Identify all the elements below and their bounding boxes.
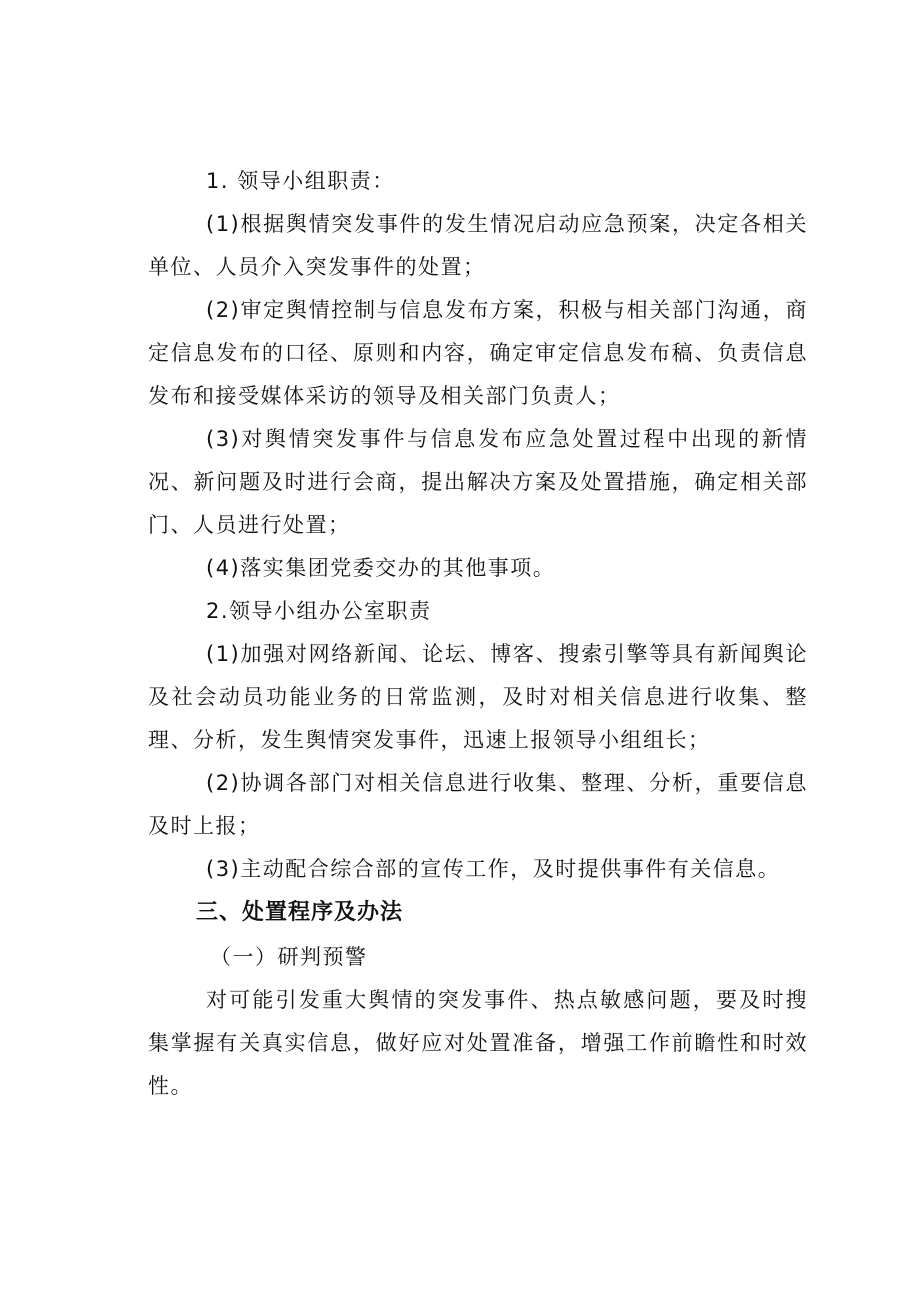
paragraph-duty-3: (3)对舆情突发事件与信息发布应急处置过程中出现的新情况、新问题及时进行会商，提出解决方案及处置措施，确定相关部门、人员进行处置； xyxy=(148,427,808,537)
paragraph-leader-group-duties-title: 1. 领导小组职责： xyxy=(206,169,395,193)
paragraph-office-duty-1: (1)加强对网络新闻、论坛、博客、搜索引擎等具有新闻舆论及社会动员功能业务的日常监测，及时对相关信息进行收集、整理、分析，发生舆情突发事件，迅速上报领导小组组长； xyxy=(148,642,808,752)
subsection-heading: （一）研判预警 xyxy=(210,945,368,969)
paragraph-early-warning: 对可能引发重大舆情的突发事件、热点敏感问题，要及时搜集掌握有关真实信息，做好应对处置准备，增强工作前瞻性和时效性。 xyxy=(148,988,808,1098)
paragraph-office-duties-title: 2.领导小组办公室职责 xyxy=(206,599,432,623)
paragraph-office-duty-2: (2)协调各部门对相关信息进行收集、整理、分析，重要信息及时上报； xyxy=(148,771,808,838)
paragraph-duty-1: (1)根据舆情突发事件的发生情况启动应急预案，决定各相关单位、人员介入突发事件的处置； xyxy=(148,212,808,279)
document-body xyxy=(148,160,808,1108)
section-heading: 三、处置程序及办法 xyxy=(196,900,404,925)
paragraph-duty-4: (4)落实集团党委交办的其他事项。 xyxy=(206,556,556,580)
paragraph-duty-2: (2)审定舆情控制与信息发布方案，积极与相关部门沟通，商定信息发布的口径、原则和内容，确定审定信息发布稿、负责信息发布和接受媒体采访的领导及相关部门负责人； xyxy=(148,298,808,408)
paragraph-office-duty-3: (3)主动配合综合部的宣传工作，及时提供事件有关信息。 xyxy=(206,857,781,881)
